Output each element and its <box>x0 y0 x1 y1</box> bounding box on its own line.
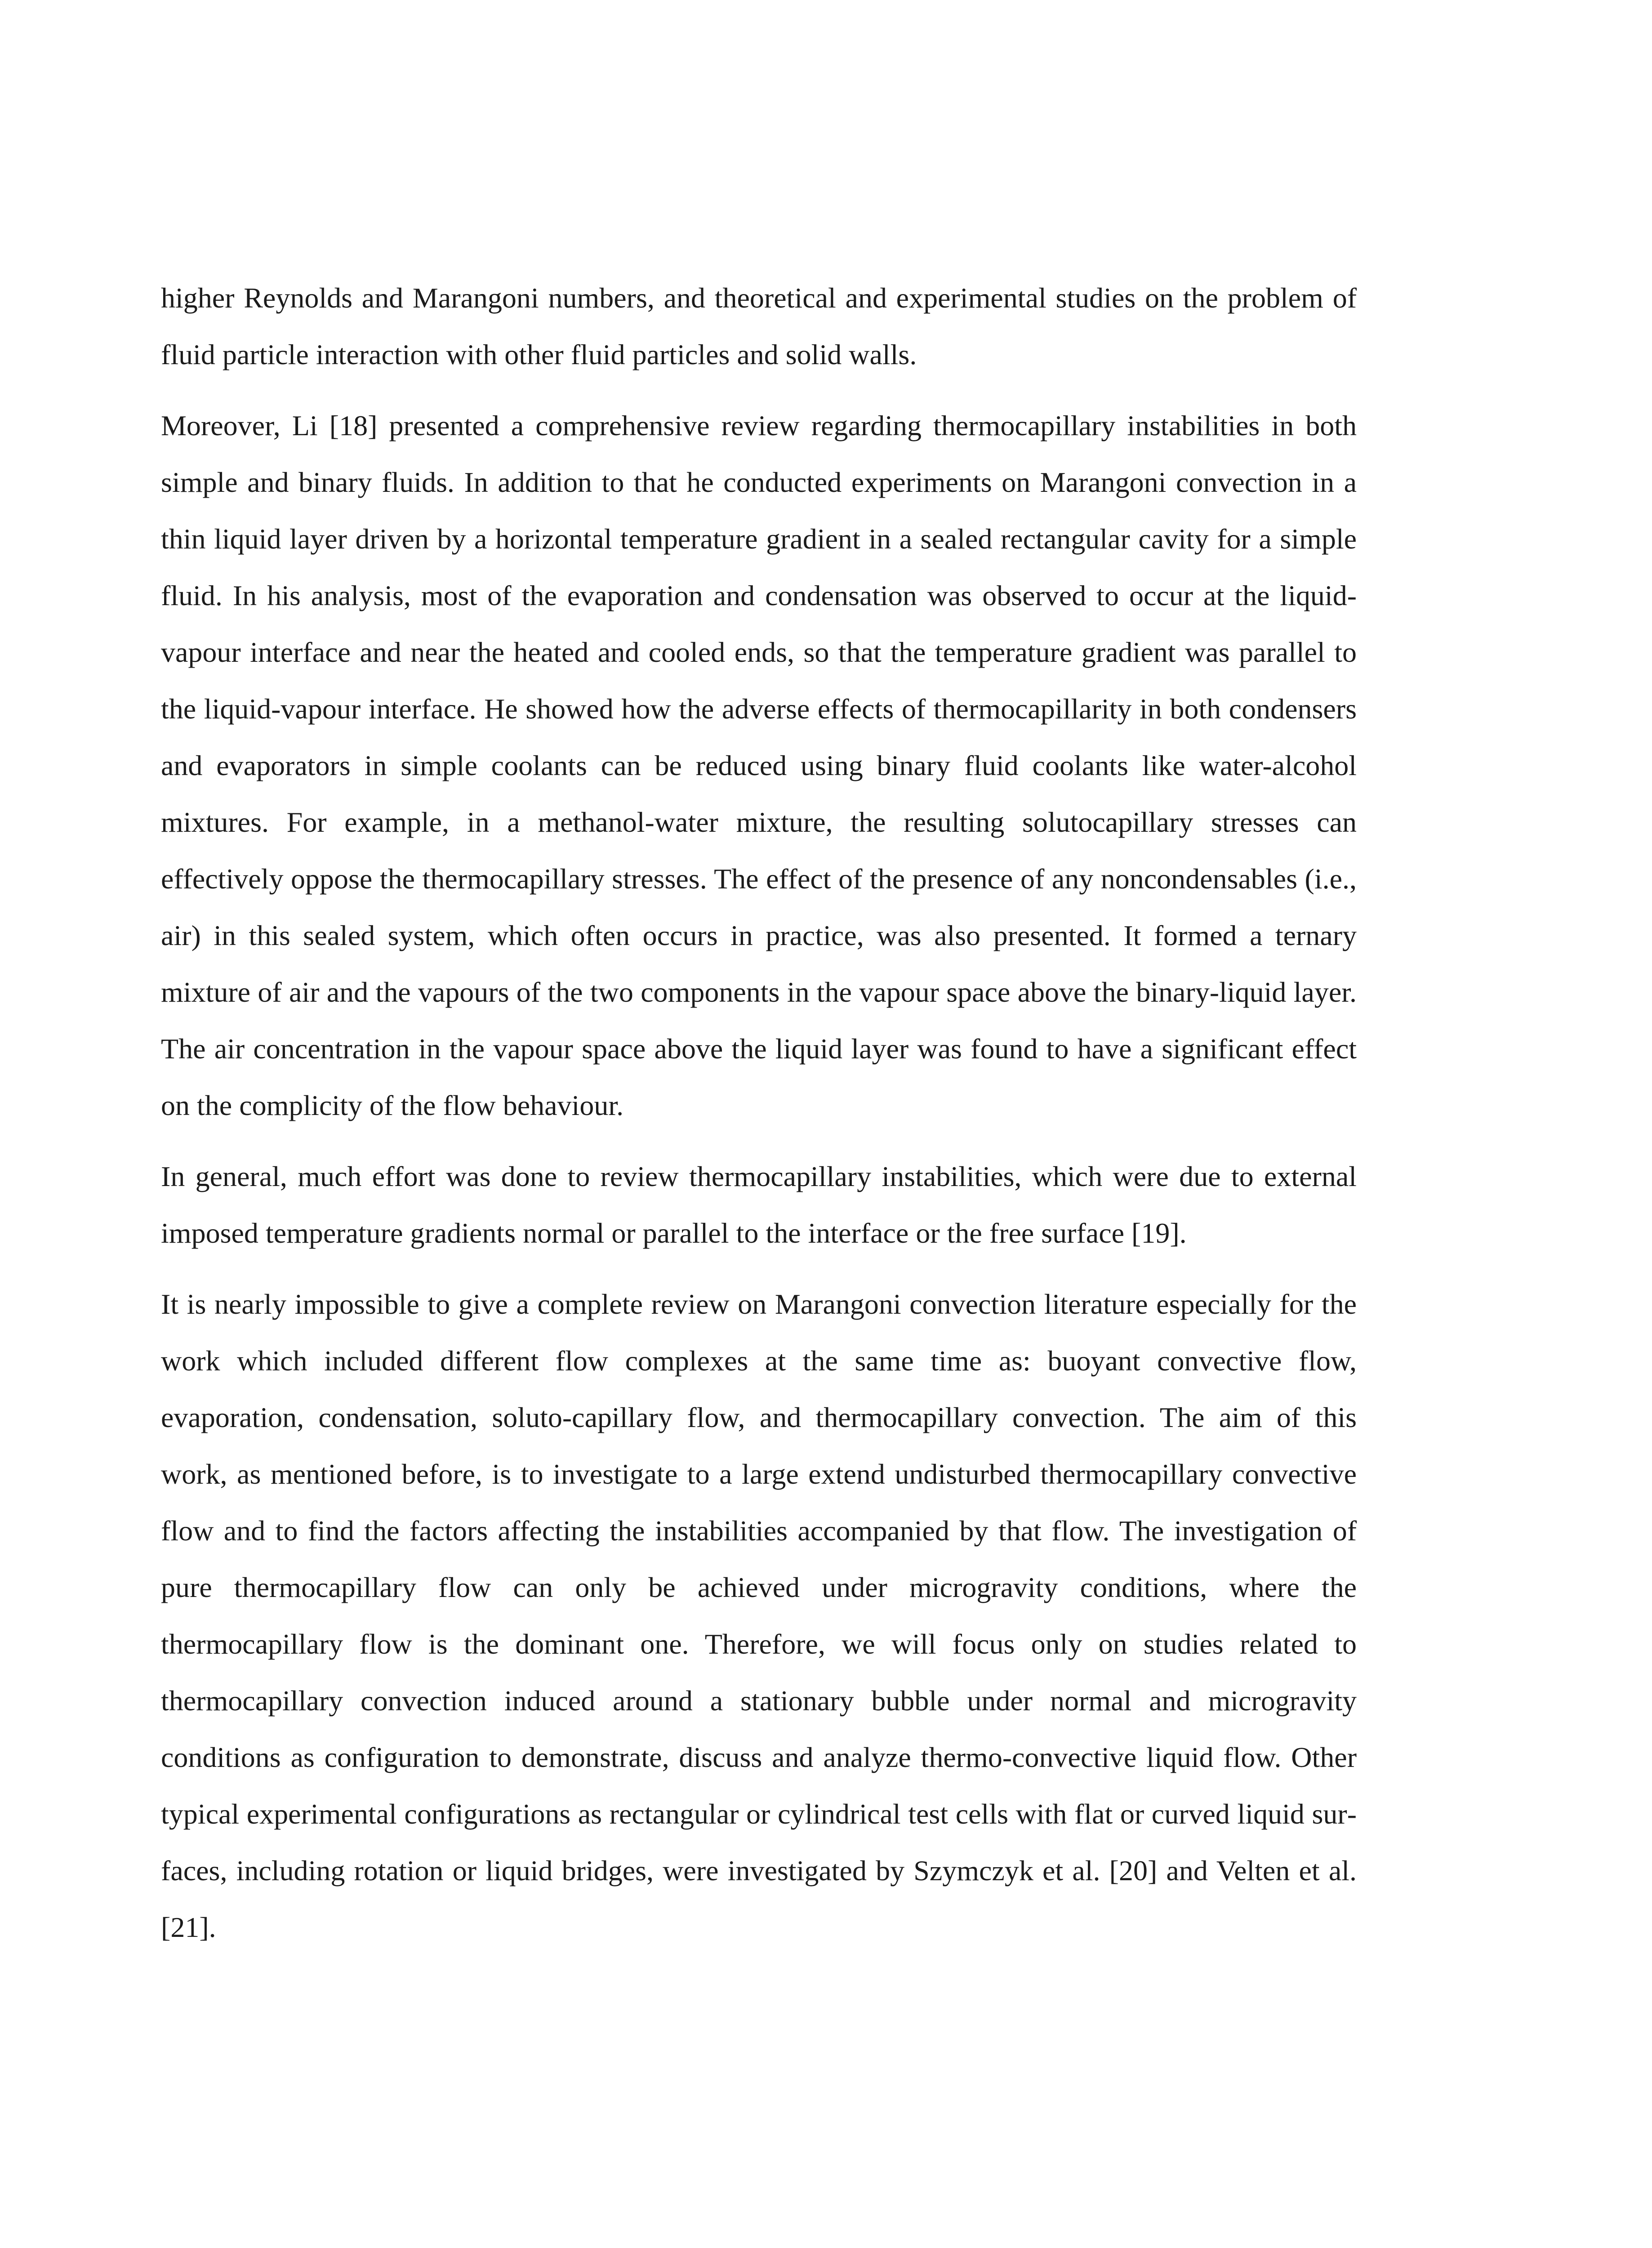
paragraph-3: In general, much effort was done to review thermocapillary instabilities, which were due to external imposed temperature gradients normal or parallel to the interface or the free surface [19]. <box>161 1160 1357 1249</box>
body-text <box>161 270 1357 1970</box>
paragraph-4: It is nearly impossible to give a complete review on Marangoni convection literature especially for the work which included different flow complexes at the same time as: buoyant convective flow, evaporation, condensation, soluto-capillary flow, and thermocapillary convection. The aim of this work, as mentioned before, is to investigate to a large extend undisturbed thermocapillary convective flow and to find the factors affecting the instabilities accompanied by that flow. The investigation of pure thermocapillary flow can only be achieved under microgravity conditions, where the thermocapillary flow is the dominant one. Therefore, we will focus only on studies related to thermocapillary convection induced around a stationary bubble under normal and microgravity conditions as configuration to demonstrate, discuss and analyze thermo-convective liquid flow. Other typical experimental configurations as rectangular or cylindrical test cells with flat or curved liquid surfaces, including rotation or liquid bridges, were investigated by Szymczyk et al. [20] and Velten et al. [21]. <box>161 1288 1357 1943</box>
paragraph-1: higher Reynolds and Marangoni numbers, and theoretical and experimental studies on the problem of fluid particle interaction with other fluid particles and solid walls. <box>161 282 1357 370</box>
paragraph-2: Moreover, Li [18] presented a comprehensive review regarding thermocapillary instabilities in both simple and binary fluids. In addition to that he conducted experiments on Marangoni convection in a thin liquid layer driven by a horizontal temperature gradient in a sealed rectangular cavity for a simple fluid. In his analysis, most of the evaporation and condensation was observed to occur at the liquid-vapour interface and near the heated and cooled ends, so that the temperature gradient was parallel to the liquid-vapour interface. He showed how the adverse effects of thermocapillarity in both condensers and evaporators in simple coolants can be reduced using binary fluid coolants like water-alcohol mixtures. For example, in a methanol-water mixture, the resulting solutocapillary stresses can effectively oppose the thermocapillary stresses. The effect of the presence of any noncondensables (i.e., air) in this sealed system, which often occurs in practice, was also presented. It formed a ternary mixture of air and the vapours of the two components in the vapour space above the binary-liquid layer. The air concentration in the vapour space above the liquid layer was found to have a significant effect on the complicity of the flow behaviour. <box>161 410 1357 1121</box>
